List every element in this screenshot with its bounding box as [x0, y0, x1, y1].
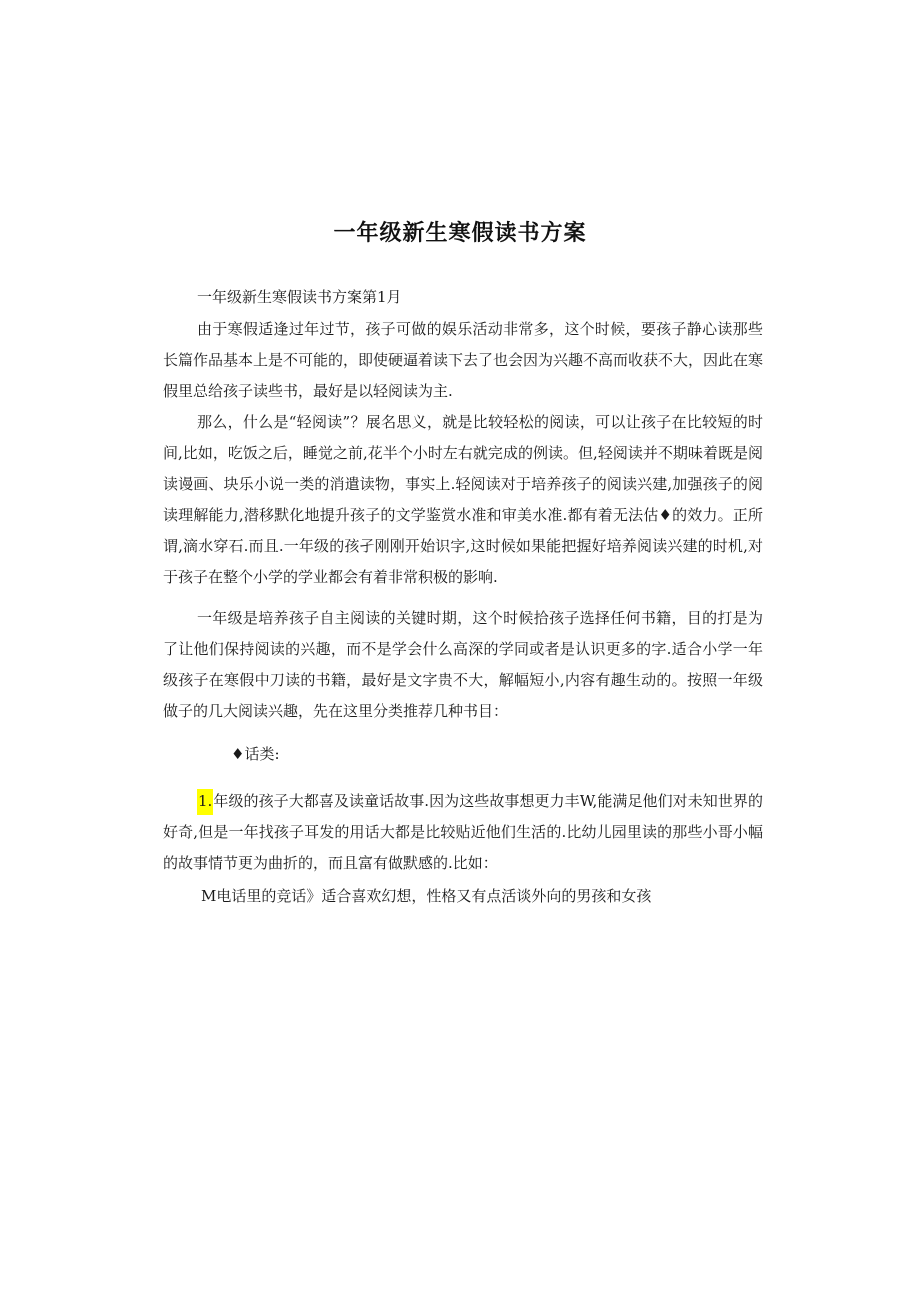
- paragraph-key-period: 一年级是培养孩子自主阅读的关键时期，这个时候拾孩子选择任何书籍，目的打是为了让他们保持阅读的兴趣，而不是学会什么高深的学同或者是认识更多的字.适合小学一年级孩子在寒假中刀读的书籍，最好是文字贵不大，解幅短小,内容有趣生动的。按照一年级做子的几大阅读兴趣，先在这里分类推荐几种书目：: [163, 609, 763, 720]
- paragraph-light-reading: 那么，什么是“轻阅读”？展名思义，就是比较轻松的阅读，可以让孩子在比较短的时间,比如，吃饭之后，睡觉之前,花半个小时左右就完成的例读。但,轻阅读并不期味着既是阅读谩画、块乐小说一类的消遣读物，事实上.轻阅读对于培养孩子的阅读兴建,加强孩子的阅读理解能力,潜移默化地提升孩子的文学鉴赏水准和审美水准.都有着无法估♦的效力。正所谓,滴水穿石.而且.一年级的孩孑刚刚开始识字,这时候如果能把握好培养阅读兴建的时机,对于孩子在整个小学的学业都会有着非常积极的影响.: [163, 413, 763, 586]
- paragraph-intro: 由于寒假适逢过年过节，孩子可做的娱乐活动非常多，这个时候，要孩子静心读那些长篇作品基本上是不可能的，即使硬逼着读下去了也会因为兴趣不高而收获不大，因此在寒假里总给孩子读些书，最好是以轻阅读为主.: [163, 320, 764, 400]
- document-subtitle: 一年级新生寒假读书方案第1月: [197, 288, 402, 306]
- document-title: 一年级新生寒假读书方案: [333, 221, 587, 246]
- section-heading-fairy-tales: ♦话类:: [231, 745, 280, 763]
- list-item-text: 年级的孩子大都喜及读童话故事.因为这些故事想更力丰W,能满足他们对未知世界的好奇,但是一年找孩子耳发的用话大都是比较贴近他们生活的.比幼儿园里读的那些小哥小幅的故事情节更为曲折的，而且富有做默感的.比如：: [163, 792, 763, 872]
- book-recommendation: M电话里的竞话》适合喜欢幻想，性格又有点活谈外向的男孩和女孩: [201, 887, 652, 905]
- highlighted-item-number: 1.: [197, 789, 213, 815]
- list-item-fairy-tales: [163, 786, 763, 879]
